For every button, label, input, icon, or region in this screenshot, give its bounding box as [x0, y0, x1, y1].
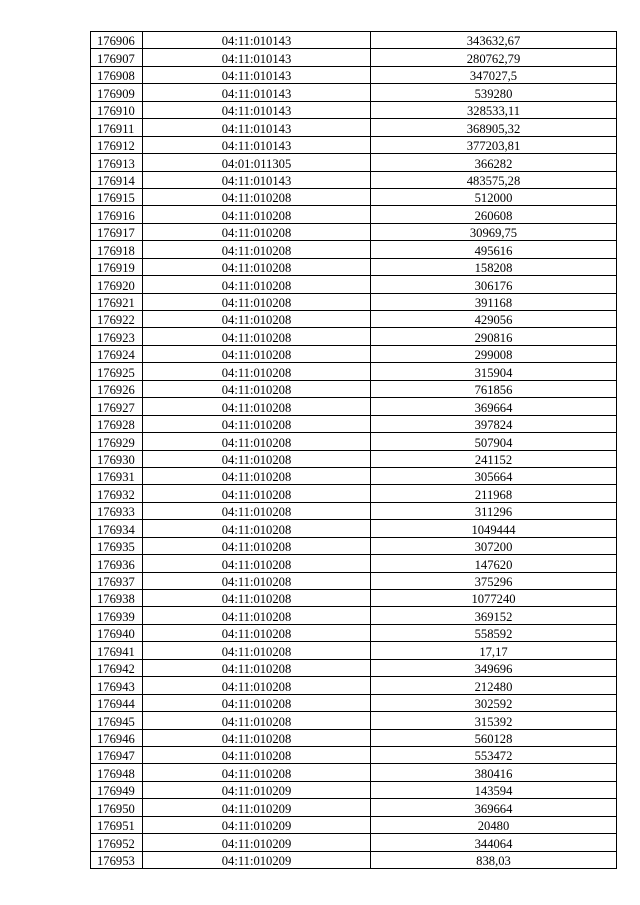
- row-id-cell: 176946: [91, 729, 143, 746]
- row-id-cell: 176912: [91, 136, 143, 153]
- value-cell: 344064: [371, 834, 617, 851]
- row-id-cell: 176925: [91, 363, 143, 380]
- row-id-cell: 176907: [91, 49, 143, 66]
- value-cell: 299008: [371, 345, 617, 362]
- cadastral-code-cell: 04:11:010208: [143, 485, 371, 502]
- cadastral-code-cell: 04:11:010143: [143, 136, 371, 153]
- value-cell: 539280: [371, 84, 617, 101]
- table-row: [91, 851, 617, 868]
- row-id-cell: 176931: [91, 467, 143, 484]
- value-cell: 366282: [371, 154, 617, 171]
- table-row: [91, 729, 617, 746]
- value-cell: 507904: [371, 433, 617, 450]
- cadastral-code-cell: 04:11:010143: [143, 171, 371, 188]
- table-row: [91, 502, 617, 519]
- value-cell: 302592: [371, 694, 617, 711]
- table-row: [91, 520, 617, 537]
- table-row: [91, 66, 617, 83]
- cadastral-code-cell: 04:11:010209: [143, 781, 371, 798]
- row-id-cell: 176910: [91, 101, 143, 118]
- row-id-cell: 176929: [91, 433, 143, 450]
- cadastral-code-cell: 04:11:010208: [143, 433, 371, 450]
- row-id-cell: 176915: [91, 188, 143, 205]
- cadastral-code-cell: 04:11:010208: [143, 398, 371, 415]
- row-id-cell: 176938: [91, 590, 143, 607]
- row-id-cell: 176949: [91, 781, 143, 798]
- value-cell: 343632,67: [371, 32, 617, 49]
- cadastral-code-cell: 04:11:010208: [143, 590, 371, 607]
- value-cell: 558592: [371, 624, 617, 641]
- value-cell: 495616: [371, 241, 617, 258]
- value-cell: 280762,79: [371, 49, 617, 66]
- cadastral-code-cell: 04:11:010208: [143, 624, 371, 641]
- table-row: [91, 712, 617, 729]
- table-row: [91, 206, 617, 223]
- table-body: [91, 32, 617, 869]
- table-row: [91, 799, 617, 816]
- value-cell: 368905,32: [371, 119, 617, 136]
- cadastral-code-cell: 04:11:010208: [143, 415, 371, 432]
- table-row: [91, 694, 617, 711]
- cadastral-code-cell: 04:11:010208: [143, 311, 371, 328]
- cadastral-code-cell: 04:11:010208: [143, 258, 371, 275]
- cadastral-code-cell: 04:11:010208: [143, 729, 371, 746]
- value-cell: 305664: [371, 467, 617, 484]
- table-row: [91, 380, 617, 397]
- row-id-cell: 176926: [91, 380, 143, 397]
- table-row: [91, 241, 617, 258]
- row-id-cell: 176913: [91, 154, 143, 171]
- table-row: [91, 537, 617, 554]
- cadastral-code-cell: 04:11:010208: [143, 223, 371, 240]
- table-row: [91, 450, 617, 467]
- cadastral-code-cell: 04:11:010208: [143, 572, 371, 589]
- row-id-cell: 176952: [91, 834, 143, 851]
- table-row: [91, 119, 617, 136]
- value-cell: 1077240: [371, 590, 617, 607]
- value-cell: 761856: [371, 380, 617, 397]
- row-id-cell: 176953: [91, 851, 143, 868]
- cadastral-code-cell: 04:11:010208: [143, 345, 371, 362]
- row-id-cell: 176930: [91, 450, 143, 467]
- row-id-cell: 176941: [91, 642, 143, 659]
- value-cell: 307200: [371, 537, 617, 554]
- cadastral-code-cell: 04:11:010209: [143, 816, 371, 833]
- row-id-cell: 176919: [91, 258, 143, 275]
- cadastral-code-cell: 04:11:010143: [143, 84, 371, 101]
- table-row: [91, 624, 617, 641]
- table-row: [91, 223, 617, 240]
- cadastral-code-cell: 04:11:010208: [143, 712, 371, 729]
- row-id-cell: 176917: [91, 223, 143, 240]
- table-row: [91, 642, 617, 659]
- row-id-cell: 176939: [91, 607, 143, 624]
- row-id-cell: 176942: [91, 659, 143, 676]
- value-cell: 311296: [371, 502, 617, 519]
- table-row: [91, 293, 617, 310]
- cadastral-code-cell: 04:11:010208: [143, 450, 371, 467]
- value-cell: 375296: [371, 572, 617, 589]
- cadastral-code-cell: 04:01:011305: [143, 154, 371, 171]
- row-id-cell: 176932: [91, 485, 143, 502]
- row-id-cell: 176923: [91, 328, 143, 345]
- table-row: [91, 328, 617, 345]
- value-cell: 1049444: [371, 520, 617, 537]
- row-id-cell: 176909: [91, 84, 143, 101]
- table-row: [91, 258, 617, 275]
- cadastral-code-cell: 04:11:010208: [143, 607, 371, 624]
- value-cell: 212480: [371, 677, 617, 694]
- value-cell: 838,03: [371, 851, 617, 868]
- row-id-cell: 176914: [91, 171, 143, 188]
- row-id-cell: 176935: [91, 537, 143, 554]
- table-row: [91, 677, 617, 694]
- value-cell: 560128: [371, 729, 617, 746]
- cadastral-code-cell: 04:11:010208: [143, 555, 371, 572]
- row-id-cell: 176951: [91, 816, 143, 833]
- table-row: [91, 398, 617, 415]
- value-cell: 30969,75: [371, 223, 617, 240]
- table-row: [91, 572, 617, 589]
- value-cell: 391168: [371, 293, 617, 310]
- value-cell: 483575,28: [371, 171, 617, 188]
- table-row: [91, 32, 617, 49]
- cadastral-code-cell: 04:11:010208: [143, 746, 371, 763]
- table-row: [91, 311, 617, 328]
- cadastral-code-cell: 04:11:010209: [143, 834, 371, 851]
- cadastral-code-cell: 04:11:010208: [143, 502, 371, 519]
- row-id-cell: 176906: [91, 32, 143, 49]
- table-row: [91, 188, 617, 205]
- cadastral-code-cell: 04:11:010209: [143, 799, 371, 816]
- table-row: [91, 467, 617, 484]
- value-cell: 315904: [371, 363, 617, 380]
- row-id-cell: 176911: [91, 119, 143, 136]
- value-cell: 328533,11: [371, 101, 617, 118]
- table-row: [91, 746, 617, 763]
- table-row: [91, 834, 617, 851]
- table-row: [91, 101, 617, 118]
- value-cell: 20480: [371, 816, 617, 833]
- cadastral-code-cell: 04:11:010208: [143, 328, 371, 345]
- value-cell: 147620: [371, 555, 617, 572]
- data-table: [90, 31, 617, 869]
- cadastral-code-cell: 04:11:010208: [143, 380, 371, 397]
- value-cell: 17,17: [371, 642, 617, 659]
- row-id-cell: 176947: [91, 746, 143, 763]
- table-row: [91, 154, 617, 171]
- table-row: [91, 433, 617, 450]
- table-row: [91, 555, 617, 572]
- row-id-cell: 176944: [91, 694, 143, 711]
- value-cell: 241152: [371, 450, 617, 467]
- cadastral-code-cell: 04:11:010208: [143, 642, 371, 659]
- cadastral-code-cell: 04:11:010208: [143, 520, 371, 537]
- cadastral-code-cell: 04:11:010209: [143, 851, 371, 868]
- table-row: [91, 764, 617, 781]
- row-id-cell: 176943: [91, 677, 143, 694]
- table-row: [91, 485, 617, 502]
- value-cell: 315392: [371, 712, 617, 729]
- row-id-cell: 176933: [91, 502, 143, 519]
- row-id-cell: 176940: [91, 624, 143, 641]
- value-cell: 349696: [371, 659, 617, 676]
- cadastral-code-cell: 04:11:010208: [143, 659, 371, 676]
- row-id-cell: 176950: [91, 799, 143, 816]
- cadastral-code-cell: 04:11:010208: [143, 537, 371, 554]
- cadastral-code-cell: 04:11:010208: [143, 293, 371, 310]
- table-row: [91, 415, 617, 432]
- cadastral-code-cell: 04:11:010143: [143, 66, 371, 83]
- cadastral-code-cell: 04:11:010143: [143, 32, 371, 49]
- row-id-cell: 176934: [91, 520, 143, 537]
- cadastral-code-cell: 04:11:010208: [143, 188, 371, 205]
- cadastral-code-cell: 04:11:010143: [143, 101, 371, 118]
- row-id-cell: 176936: [91, 555, 143, 572]
- cadastral-code-cell: 04:11:010208: [143, 276, 371, 293]
- table-row: [91, 345, 617, 362]
- table-row: [91, 84, 617, 101]
- table-row: [91, 590, 617, 607]
- value-cell: 369664: [371, 398, 617, 415]
- row-id-cell: 176918: [91, 241, 143, 258]
- row-id-cell: 176920: [91, 276, 143, 293]
- table-row: [91, 659, 617, 676]
- cadastral-code-cell: 04:11:010208: [143, 206, 371, 223]
- value-cell: 380416: [371, 764, 617, 781]
- row-id-cell: 176948: [91, 764, 143, 781]
- row-id-cell: 176928: [91, 415, 143, 432]
- value-cell: 260608: [371, 206, 617, 223]
- row-id-cell: 176927: [91, 398, 143, 415]
- value-cell: 369664: [371, 799, 617, 816]
- value-cell: 397824: [371, 415, 617, 432]
- row-id-cell: 176922: [91, 311, 143, 328]
- cadastral-code-cell: 04:11:010143: [143, 119, 371, 136]
- table-row: [91, 276, 617, 293]
- row-id-cell: 176916: [91, 206, 143, 223]
- table-row: [91, 49, 617, 66]
- row-id-cell: 176945: [91, 712, 143, 729]
- cadastral-code-cell: 04:11:010208: [143, 677, 371, 694]
- value-cell: 306176: [371, 276, 617, 293]
- table-row: [91, 136, 617, 153]
- cadastral-code-cell: 04:11:010208: [143, 764, 371, 781]
- table-row: [91, 781, 617, 798]
- cadastral-code-cell: 04:11:010208: [143, 363, 371, 380]
- cadastral-code-cell: 04:11:010208: [143, 467, 371, 484]
- value-cell: 158208: [371, 258, 617, 275]
- row-id-cell: 176921: [91, 293, 143, 310]
- table-row: [91, 607, 617, 624]
- row-id-cell: 176937: [91, 572, 143, 589]
- table-row: [91, 171, 617, 188]
- cadastral-code-cell: 04:11:010208: [143, 694, 371, 711]
- row-id-cell: 176924: [91, 345, 143, 362]
- value-cell: 211968: [371, 485, 617, 502]
- table-row: [91, 363, 617, 380]
- value-cell: 377203,81: [371, 136, 617, 153]
- value-cell: 512000: [371, 188, 617, 205]
- value-cell: 143594: [371, 781, 617, 798]
- table-row: [91, 816, 617, 833]
- cadastral-code-cell: 04:11:010208: [143, 241, 371, 258]
- value-cell: 553472: [371, 746, 617, 763]
- row-id-cell: 176908: [91, 66, 143, 83]
- cadastral-code-cell: 04:11:010143: [143, 49, 371, 66]
- value-cell: 347027,5: [371, 66, 617, 83]
- value-cell: 290816: [371, 328, 617, 345]
- value-cell: 429056: [371, 311, 617, 328]
- value-cell: 369152: [371, 607, 617, 624]
